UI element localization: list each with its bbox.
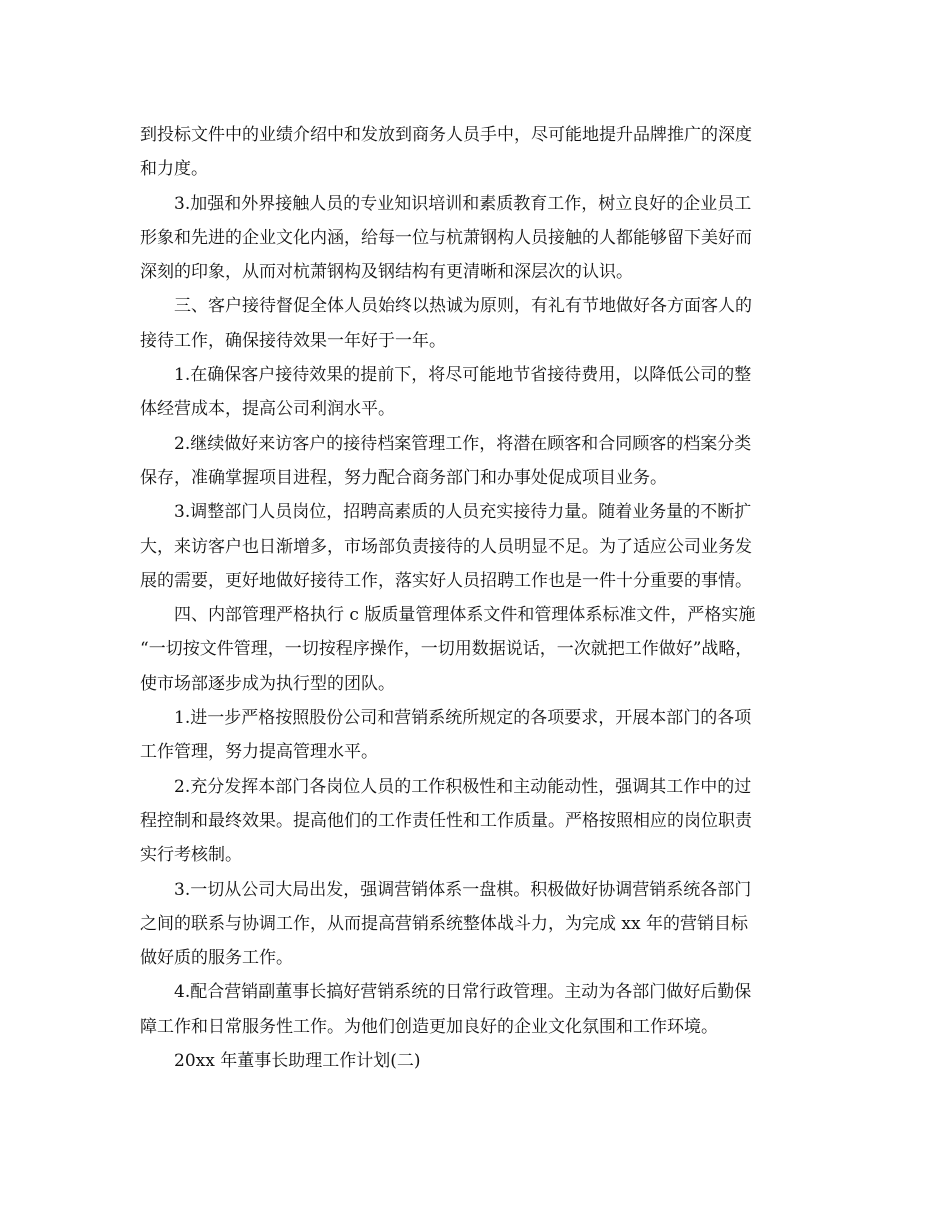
text-line: 深刻的印象，从而对杭萧钢构及钢结构有更清晰和深层次的认识。 xyxy=(140,262,633,283)
text-line: 之间的联系与协调工作，从而提高营销系统整体战斗力，为完成 xx 年的营销目标 xyxy=(140,913,748,934)
text-line: 障工作和日常服务性工作。为他们创造更加良好的企业文化氛围和工作环境。 xyxy=(140,1016,718,1037)
text-line: 4.配合营销副董事长搞好营销系统的日常行政管理。主动为各部门做好后勤保 xyxy=(174,982,752,1003)
text-line: 形象和先进的企业文化内涵，给每一位与杭萧钢构人员接触的人都能够留下美好而 xyxy=(140,227,752,248)
text-line: 到投标文件中的业绩介绍中和发放到商务人员手中，尽可能地提升品牌推广的深度 xyxy=(140,125,752,145)
text-line: 大，来访客户也日渐增多，市场部负责接待的人员明显不足。为了适应公司业务发 xyxy=(140,536,752,557)
text-line: 体经营成本，提高公司利润水平。 xyxy=(140,399,395,420)
text-line: 使市场部逐步成为执行型的团队。 xyxy=(140,673,395,694)
text-line: 实行考核制。 xyxy=(140,845,242,866)
text-line: 2.继续做好来访客户的接待档案管理工作，将潜在顾客和合同顾客的档案分类 xyxy=(174,433,752,454)
text-line: 2.充分发挥本部门各岗位人员的工作积极性和主动能动性，强调其工作中的过 xyxy=(174,776,752,797)
text-line: 和力度。 xyxy=(140,159,208,180)
text-line: 接待工作，确保接待效果一年好于一年。 xyxy=(140,330,446,351)
section-title-plan-two xyxy=(140,1044,820,1078)
text-line: 做好质的服务工作。 xyxy=(140,948,293,969)
text-line: 3.一切从公司大局出发，强调营销体系一盘棋。积极做好协调营销系统各部门 xyxy=(174,879,752,900)
text-line: 1.进一步严格按照股份公司和营销系统所规定的各项要求，开展本部门的各项 xyxy=(174,708,752,729)
text-line: 3.加强和外界接触人员的专业知识培训和素质教育工作，树立良好的企业员工 xyxy=(174,193,752,214)
paragraph-section-four-heading xyxy=(140,598,820,701)
paragraph-section-three-heading xyxy=(140,289,820,358)
text-line: 三、客户接待督促全体人员始终以热诚为原则，有礼有节地做好各方面客人的 xyxy=(174,296,752,317)
paragraph-reception-archive xyxy=(140,427,820,496)
paragraph-staff-training xyxy=(140,187,820,290)
text-line: 20xx 年董事长助理工作计划(二) xyxy=(174,1051,421,1072)
paragraph-brand-promotion-tail xyxy=(140,118,820,187)
text-line: 3.调整部门人员岗位，招聘高素质的人员充实接待力量。随着业务量的不断扩 xyxy=(174,502,752,523)
text-line: 四、内部管理严格执行 c 版质量管理体系文件和管理体系标准文件，严格实施 xyxy=(174,605,756,626)
paragraph-staff-initiative xyxy=(140,770,820,873)
text-line: 保存，准确掌握项目进程，努力配合商务部门和办事处促成项目业务。 xyxy=(140,467,667,488)
document-body xyxy=(140,118,820,1078)
paragraph-staff-recruitment xyxy=(140,495,820,598)
text-line: 展的需要，更好地做好接待工作，落实好人员招聘工作也是一件十分重要的事情。 xyxy=(140,570,752,591)
paragraph-reception-cost xyxy=(140,358,820,427)
text-line: 1.在确保客户接待效果的提前下，将尽可能地节省接待费用，以降低公司的整 xyxy=(174,365,752,386)
text-line: 工作管理，努力提高管理水平。 xyxy=(140,742,378,763)
text-line: “一切按文件管理，一切按程序操作，一切用数据说话，一次就把工作做好”战略， xyxy=(140,639,753,660)
paragraph-overall-coordination xyxy=(140,873,820,976)
paragraph-management-requirements xyxy=(140,701,820,770)
text-line: 程控制和最终效果。提高他们的工作责任性和工作质量。严格按照相应的岗位职责 xyxy=(140,810,752,831)
paragraph-administrative-support xyxy=(140,975,820,1044)
